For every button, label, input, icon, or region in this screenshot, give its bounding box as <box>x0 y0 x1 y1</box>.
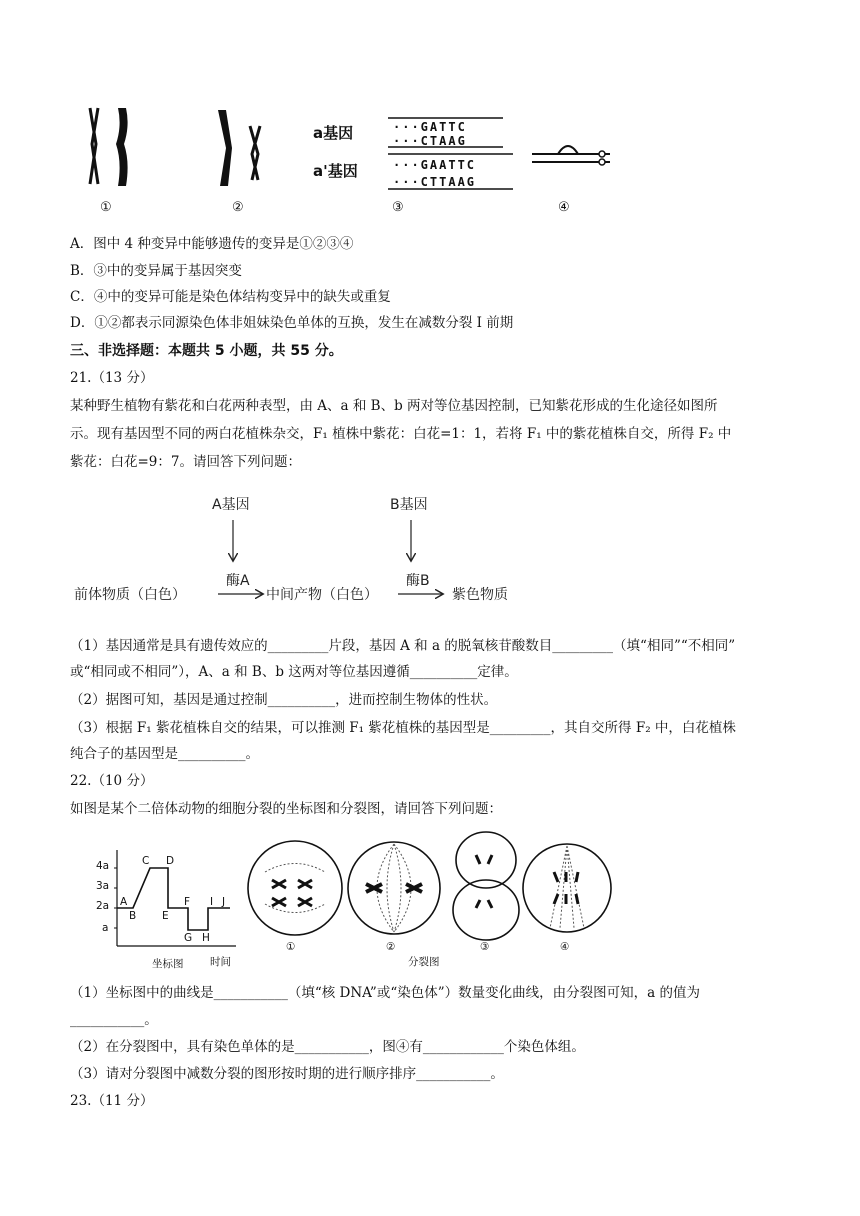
gene-a-prime-label: a'基因 <box>313 162 358 180</box>
q21-sub1-line2: 或“相同或不相同”），A、a 和 B、b 这两对等位基因遵循__________定律。 <box>70 664 518 680</box>
gene-a-bottom-strand: ···CTAAG <box>393 134 467 148</box>
q22-stem: 如图是某个二倍体动物的细胞分裂的坐标图和分裂图，请回答下列问题： <box>70 801 502 817</box>
plot-caption: 坐标图 <box>152 958 184 970</box>
q21-stem-line2: 示。现有基因型不同的两白花植株杂交，F₁ 植株中紫花：白花=1：1，若将 F₁ 中的紫花植株自交，所得 F₂ 中 <box>70 426 732 442</box>
figure-label-1: ① <box>100 200 112 215</box>
x-axis-label: 时间 <box>210 956 231 968</box>
gene-a-prime-bottom-strand: ···CTTAAG <box>393 175 477 189</box>
option-c: C．④中的变异可能是染色体结构变异中的缺失或重复 <box>70 289 391 305</box>
product-node: 紫色物质 <box>452 587 508 603</box>
q21-sub1-line1: （1）基因通常是具有遗传效应的_________片段，基因 A 和 a 的脱氧核苷酸数目_________（填“相同”“不相同” <box>70 638 736 654</box>
point-label-i: I <box>210 896 214 908</box>
point-label-j: J <box>222 896 226 908</box>
figure-label-4: ④ <box>558 200 570 215</box>
q22-sub1-line2: ___________。 <box>70 1012 158 1028</box>
y-tick-4a: 4a <box>96 860 110 872</box>
q21-stem-line1: 某种野生植物有紫花和白花两种表型，由 A、a 和 B、b 两对等位基因控制，已知紫花形成的生化途径如图所 <box>70 398 718 414</box>
cell-label-2: ② <box>386 941 396 953</box>
cell-label-3: ③ <box>480 941 490 953</box>
gene-a-prime-top-strand: ···GAATTC <box>393 158 477 172</box>
point-label-h: H <box>202 932 210 944</box>
option-a: A．图中 4 种变异中能够遗传的变异是①②③④ <box>70 236 354 252</box>
gene-a-top-strand: ···GATTC <box>393 120 467 134</box>
q23-number: 23.（11 分） <box>70 1093 154 1109</box>
option-d: D．①②都表示同源染色体非姐妹染色单体的互换，发生在减数分裂 I 前期 <box>70 315 514 331</box>
cell-label-1: ① <box>286 941 296 953</box>
point-label-a: A <box>120 896 128 908</box>
enzyme-a-label: 酶A <box>226 573 250 589</box>
gene-b-node: B基因 <box>390 497 428 513</box>
point-label-e: E <box>162 910 169 922</box>
figure-label-3: ③ <box>392 200 404 215</box>
q21-stem-line3: 紫花：白花=9：7。请回答下列问题： <box>70 454 301 470</box>
option-b: B．③中的变异属于基因突变 <box>70 263 242 279</box>
q22-sub2: （2）在分裂图中，具有染色单体的是___________，图④有____________个染色体组。 <box>70 1039 585 1055</box>
q22-sub3: （3）请对分裂图中减数分裂的图形按时期的进行顺序排序___________。 <box>70 1066 504 1082</box>
cell-label-4: ④ <box>560 941 570 953</box>
q21-sub3-line2: 纯合子的基因型是__________。 <box>70 746 259 762</box>
y-tick-2a: 2a <box>96 900 110 912</box>
gene-a-node: A基因 <box>212 497 250 513</box>
q21-number: 21.（13 分） <box>70 370 154 386</box>
section-heading: 三、非选择题：本题共 5 小题，共 55 分。 <box>70 343 343 359</box>
y-tick-a: a <box>102 922 109 934</box>
q22-sub1-line1: （1）坐标图中的曲线是___________（填“核 DNA”或“染色体”）数量变化曲线，由分裂图可知，a 的值为 <box>70 985 700 1001</box>
intermediate-node: 中间产物（白色） <box>266 587 378 603</box>
point-label-c: C <box>142 855 150 867</box>
point-label-d: D <box>166 855 175 867</box>
y-tick-3a: 3a <box>96 880 110 892</box>
q22-number: 22.（10 分） <box>70 773 154 789</box>
point-label-g: G <box>184 932 193 944</box>
figure-label-2: ② <box>232 200 244 215</box>
q21-sub2: （2）据图可知，基因是通过控制__________，进而控制生物体的性状。 <box>70 692 498 708</box>
q21-sub3-line1: （3）根据 F₁ 紫花植株自交的结果，可以推测 F₁ 紫花植株的基因型是_________，其自交所得 F₂ 中，白花植株 <box>70 720 736 736</box>
enzyme-b-label: 酶B <box>406 573 430 589</box>
precursor-node: 前体物质（白色） <box>74 587 186 603</box>
point-label-f: F <box>184 896 191 908</box>
gene-a-label: a基因 <box>313 124 354 142</box>
division-caption: 分裂图 <box>408 956 440 968</box>
point-label-b: B <box>129 910 137 922</box>
